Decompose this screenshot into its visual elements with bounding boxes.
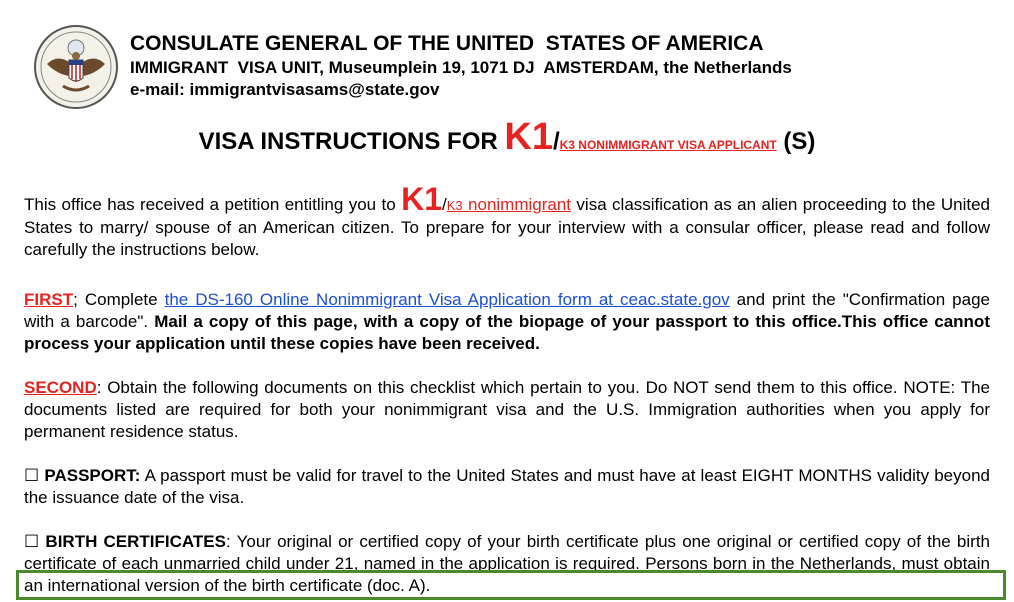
title-prefix: VISA INSTRUCTIONS FOR bbox=[198, 128, 505, 155]
consulate-seal-icon bbox=[33, 24, 119, 110]
intro-slash: / bbox=[442, 195, 447, 214]
second-text: : Obtain the following documents on this checklist which pertain to you. Do NOT send them to this office. NOTE: The documents listed are required for both your nonimmigrant visa and the U.S. Immigration authorities when you apply for permanent residence status. bbox=[24, 378, 990, 441]
passport-label: PASSPORT: bbox=[44, 466, 141, 485]
title-k1: K1 bbox=[504, 116, 553, 158]
first-text-1: ; Complete bbox=[73, 290, 165, 309]
ds160-link[interactable]: the DS-160 Online Nonimmigrant Visa Application form at ceac.state.gov bbox=[164, 290, 730, 309]
intro-text-1: This office has received a petition entitling you to bbox=[24, 195, 402, 214]
birth-label: BIRTH CERTIFICATES bbox=[45, 532, 226, 551]
letterhead bbox=[130, 31, 792, 101]
intro-nonimmigrant: nonimmigrant bbox=[462, 195, 572, 214]
consulate-address: IMMIGRANT VISA UNIT, Museumplein 19, 1071 DJ AMSTERDAM, the Netherlands bbox=[130, 58, 792, 77]
intro-k1: K1 bbox=[401, 181, 442, 217]
first-text-2: and print the "Confirmation page with a barcode". bbox=[24, 290, 990, 331]
first-bold-text: Mail a copy of this page, with a copy of the biopage of your passport to this office.This office cannot process your application until these copies have been received. bbox=[24, 312, 990, 353]
passport-checkbox[interactable]: ☐ bbox=[24, 466, 40, 485]
birth-text: : Your original or certified copy of your birth certificate plus one original or certified copy of the birth certificate of each unmarried child under 21, named in the application is required. Persons born in the Netherlands, must obtain an international version of the birth certificate (doc. A). bbox=[24, 532, 990, 595]
birth-checkbox[interactable]: ☐ bbox=[24, 532, 40, 551]
document-title bbox=[0, 116, 1014, 159]
title-slash: / bbox=[552, 128, 560, 155]
title-k3: K3 NONIMMIGRANT VISA APPLICANT bbox=[559, 138, 777, 152]
passport-text: A passport must be valid for travel to the United States and must have at least EIGHT MONTHS validity beyond the issuance date of the visa. bbox=[24, 466, 990, 507]
passport-item bbox=[24, 465, 990, 509]
intro-paragraph bbox=[24, 181, 991, 261]
second-paragraph bbox=[24, 377, 990, 443]
highlight-box bbox=[16, 570, 1006, 600]
consulate-name: CONSULATE GENERAL OF THE UNITED STATES OF AMERICA bbox=[130, 32, 764, 55]
consulate-email: e-mail: immigrantvisasams@state.gov bbox=[130, 80, 440, 99]
title-suffix: (S) bbox=[776, 128, 816, 155]
first-label: FIRST bbox=[24, 290, 74, 309]
intro-k3: K3 bbox=[446, 198, 463, 213]
second-label: SECOND bbox=[24, 378, 97, 397]
first-paragraph bbox=[24, 289, 990, 355]
intro-text-2: visa classification as an alien proceeding to the United States to marry/ spouse of an American citizen. To prepare for your interview with a consular officer, please read and follow carefully the instructions below. bbox=[24, 195, 991, 259]
